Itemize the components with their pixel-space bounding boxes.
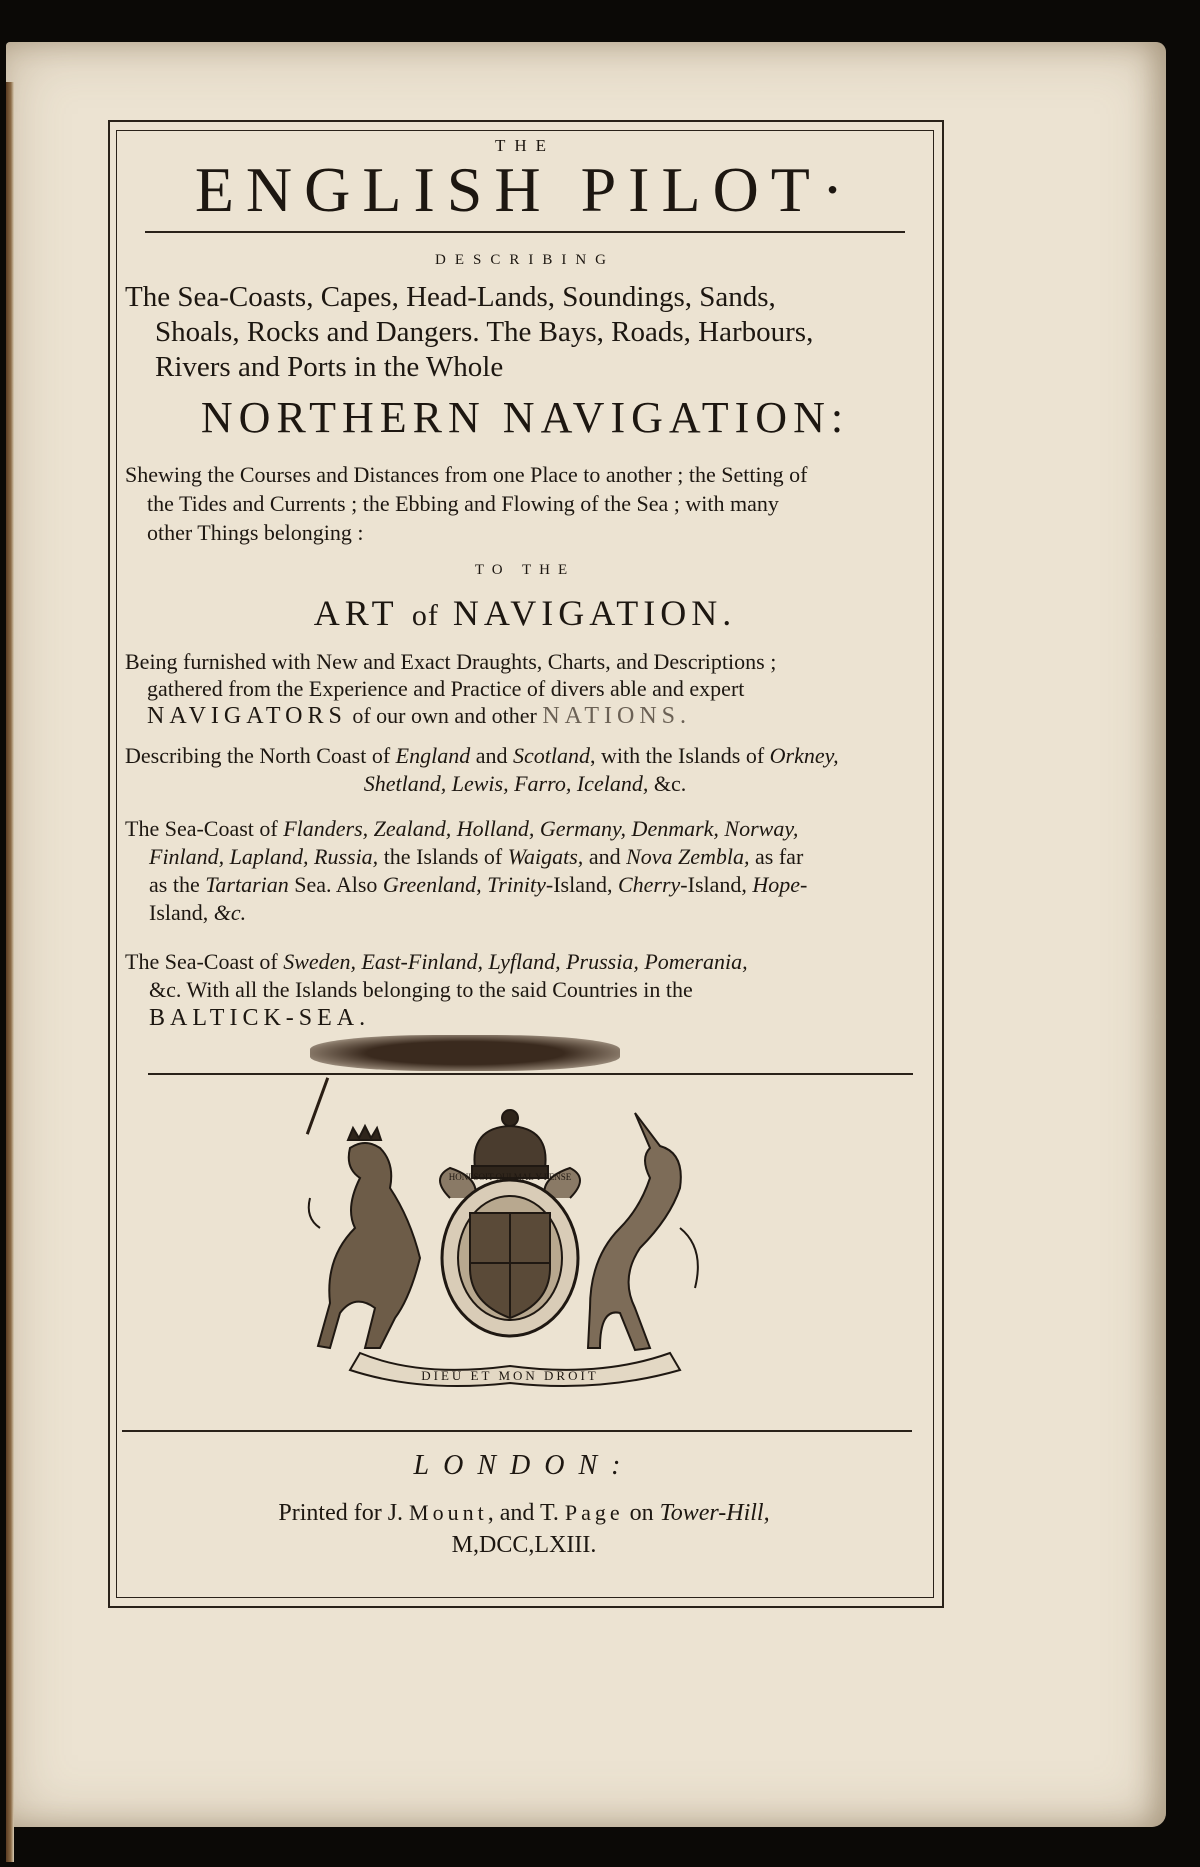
tower-hill-text: Tower-Hill,	[659, 1500, 770, 1526]
baltick-sea-word: BALTICK-SEA.	[149, 1005, 371, 1031]
title-rule	[145, 231, 905, 233]
navigators-word: NAVIGATORS	[147, 703, 347, 729]
sweden-line-2: &c. With all the Islands belonging to the said Countries in the	[149, 977, 693, 1002]
island-text-1: -Island,	[545, 872, 618, 897]
flanders-line-3	[125, 871, 925, 899]
as-far-text: as far	[749, 844, 804, 869]
and-t-text: , and T.	[487, 1500, 559, 1526]
furnished-line-3	[125, 702, 925, 730]
navigation-word: NAVIGATION.	[452, 593, 737, 633]
north-coast-line-2	[125, 770, 925, 798]
imprint-year: M,DCC,LXIII.	[451, 1532, 597, 1558]
sea-coast-text-2: The Sea-Coast of	[125, 949, 284, 974]
separator-rule	[148, 1073, 913, 1075]
islands-of-text: the Islands of	[378, 844, 508, 869]
flanders-line-1	[125, 815, 925, 843]
as-the-text: as the	[149, 872, 206, 897]
on-text: on	[623, 1500, 660, 1526]
north-coast-line-1	[125, 742, 925, 770]
shewing-line-3: other Things belonging :	[147, 520, 364, 545]
and-word: and	[470, 743, 513, 768]
shewing-line-1: Shewing the Courses and Distances from one Place to another ; the Setting of	[125, 462, 808, 487]
also-text: Sea. Also	[288, 872, 383, 897]
ink-blot	[310, 1035, 620, 1071]
description-paragraph	[125, 280, 925, 385]
art-word: ART	[313, 593, 398, 633]
of-word: of	[411, 599, 439, 632]
furnished-line-3-middle: of our own and other	[346, 703, 543, 728]
flanders-paragraph	[125, 815, 925, 927]
orkney-word: Orkney,	[769, 743, 839, 768]
nova-zembla-word: Nova Zembla,	[626, 844, 750, 869]
imprint-printed-for	[116, 1500, 932, 1527]
royal-coat-of-arms	[300, 1108, 720, 1388]
waigats-word: Waigats,	[507, 844, 584, 869]
tartarian-word: Tartarian	[205, 872, 289, 897]
and-text: and	[583, 844, 627, 869]
etc-text: &c.	[648, 771, 687, 796]
art-of-navigation-heading	[125, 592, 925, 634]
north-coast-text: Describing the North Coast of	[125, 743, 396, 768]
garter-motto-text: HONI SOIT QUI MAL Y PENSE	[448, 1172, 572, 1182]
imprint-city: LONDON:	[413, 1450, 635, 1481]
shewing-paragraph	[125, 460, 925, 547]
description-line-1: The Sea-Coasts, Capes, Head-Lands, Soundings, Sands,	[125, 281, 776, 313]
imprint-rule	[122, 1430, 912, 1432]
furnished-line-1: Being furnished with New and Exact Draughts, Charts, and Descriptions ;	[125, 649, 777, 674]
ribbon-motto-text: DIEU ET MON DROIT	[421, 1368, 599, 1383]
sweden-paragraph	[125, 948, 925, 1032]
hope-word: Hope-	[752, 872, 808, 897]
north-coast-paragraph	[125, 742, 925, 798]
flanders-line-2	[125, 843, 925, 871]
page-edge	[6, 82, 14, 1862]
flanders-line-4	[125, 899, 925, 927]
description-line-3: Rivers and Ports in the Whole	[155, 351, 504, 383]
etc-word: &c.	[213, 900, 247, 925]
baltic-countries-list: Sweden, East-Finland, Lyfland, Prussia, Pomerania,	[283, 949, 748, 974]
sweden-line-1	[125, 948, 925, 976]
cherry-word: Cherry	[617, 872, 681, 897]
england-word: England	[395, 743, 471, 768]
printed-for-text: Printed for J.	[278, 1500, 404, 1526]
main-title: ENGLISH PILOT·	[194, 154, 856, 225]
furnished-paragraph	[125, 648, 925, 730]
islands-text: , with the Islands of	[590, 743, 770, 768]
nations-word: NATIONS.	[542, 703, 691, 729]
scotland-word: Scotland	[513, 743, 590, 768]
island-text-2: -Island,	[680, 872, 753, 897]
northern-navigation-heading: NORTHERN NAVIGATION:	[200, 393, 850, 442]
description-line-2: Shoals, Rocks and Dangers. The Bays, Roads, Harbours,	[155, 316, 814, 348]
shewing-line-2: the Tides and Currents ; the Ebbing and Flowing of the Sea ; with many	[147, 491, 779, 516]
title-article: THE	[494, 136, 556, 155]
to-the-heading: TO THE	[474, 562, 576, 578]
sea-coast-text: The Sea-Coast of	[125, 816, 284, 841]
page-name: Page	[564, 1500, 624, 1525]
mount-name: Mount	[409, 1500, 488, 1525]
island-text-3: Island,	[149, 900, 214, 925]
islands-list: Shetland, Lewis, Farro, Iceland,	[363, 771, 649, 796]
countries-list-1: Flanders, Zealand, Holland, Germany, Denmark, Norway,	[283, 816, 799, 841]
furnished-line-2: gathered from the Experience and Practice of divers able and expert	[147, 676, 745, 701]
countries-list-2: Finland, Lapland, Russia,	[149, 844, 379, 869]
greenland-word: Greenland, Trinity	[382, 872, 546, 897]
describing-heading: DESCRIBING	[434, 252, 615, 268]
